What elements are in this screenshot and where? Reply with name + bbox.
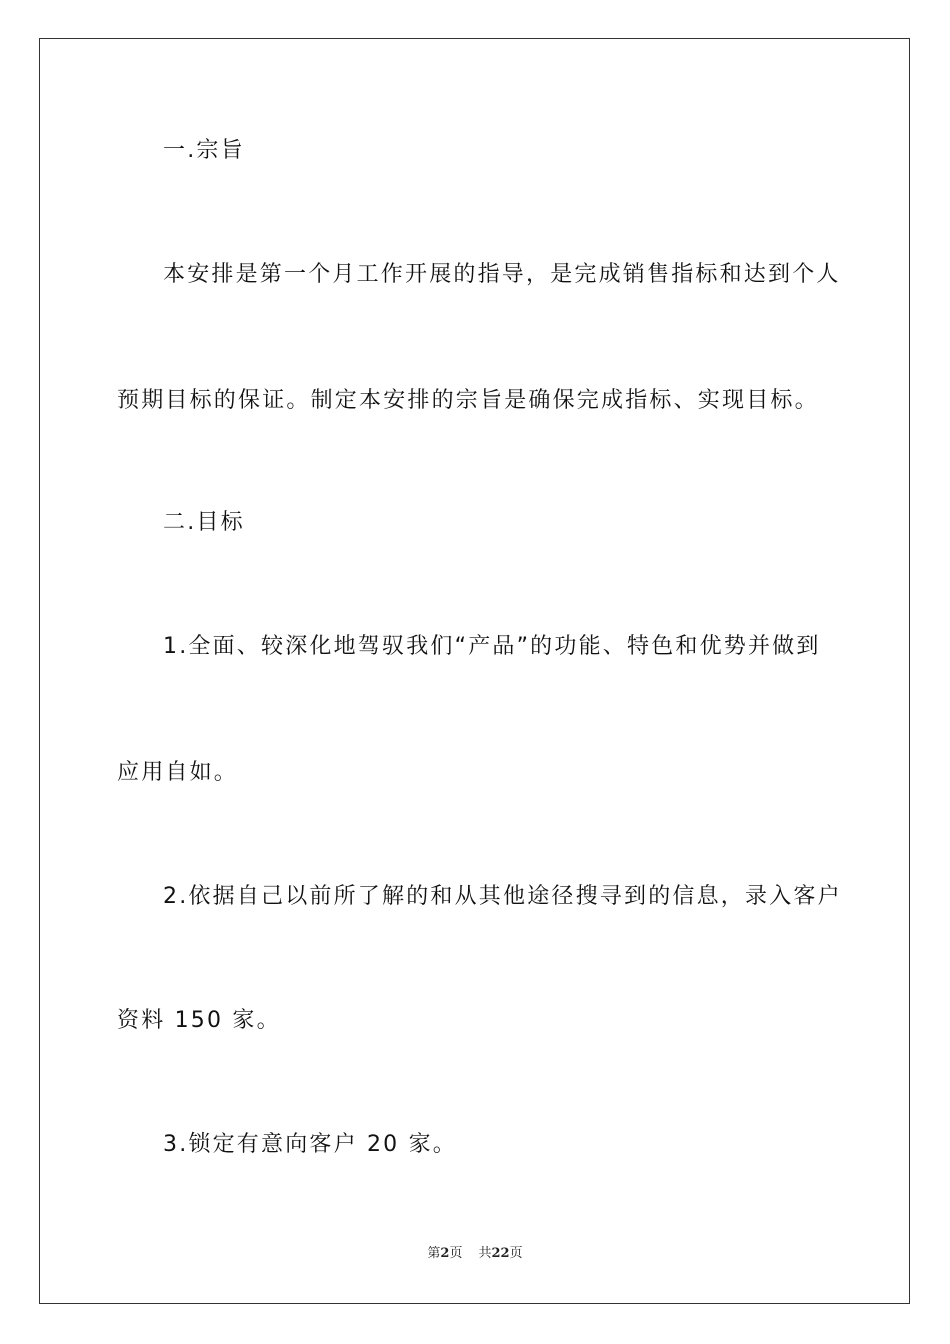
list-item-line: 资料 150 家。 [117,1008,281,1033]
paragraph-line: 预期目标的保证。制定本安排的宗旨是确保完成指标、实现目标。 [117,388,819,413]
section-heading-purpose: 一.宗旨 [163,138,245,163]
page-prefix: 第 [427,1246,441,1261]
page-footer [0,1245,950,1263]
list-item-line: 3.锁定有意向客户 20 家。 [163,1132,457,1157]
page-suffix: 页 [449,1246,463,1261]
section-heading-goals: 二.目标 [163,510,245,535]
paragraph-line: 本安排是第一个月工作开展的指导，是完成销售指标和达到个人 [163,262,841,287]
list-item-line: 2.依据自己以前所了解的和从其他途径搜寻到的信息，录入客户 [163,884,842,909]
list-item-line: 应用自如。 [117,760,239,785]
page-number: 2 [440,1246,450,1261]
total-prefix: 共 [478,1246,492,1261]
page-frame [39,38,910,1304]
total-suffix: 页 [509,1246,523,1261]
total-pages: 22 [491,1246,510,1261]
list-item-line: 1.全面、较深化地驾驭我们“产品”的功能、特色和优势并做到 [163,634,821,659]
